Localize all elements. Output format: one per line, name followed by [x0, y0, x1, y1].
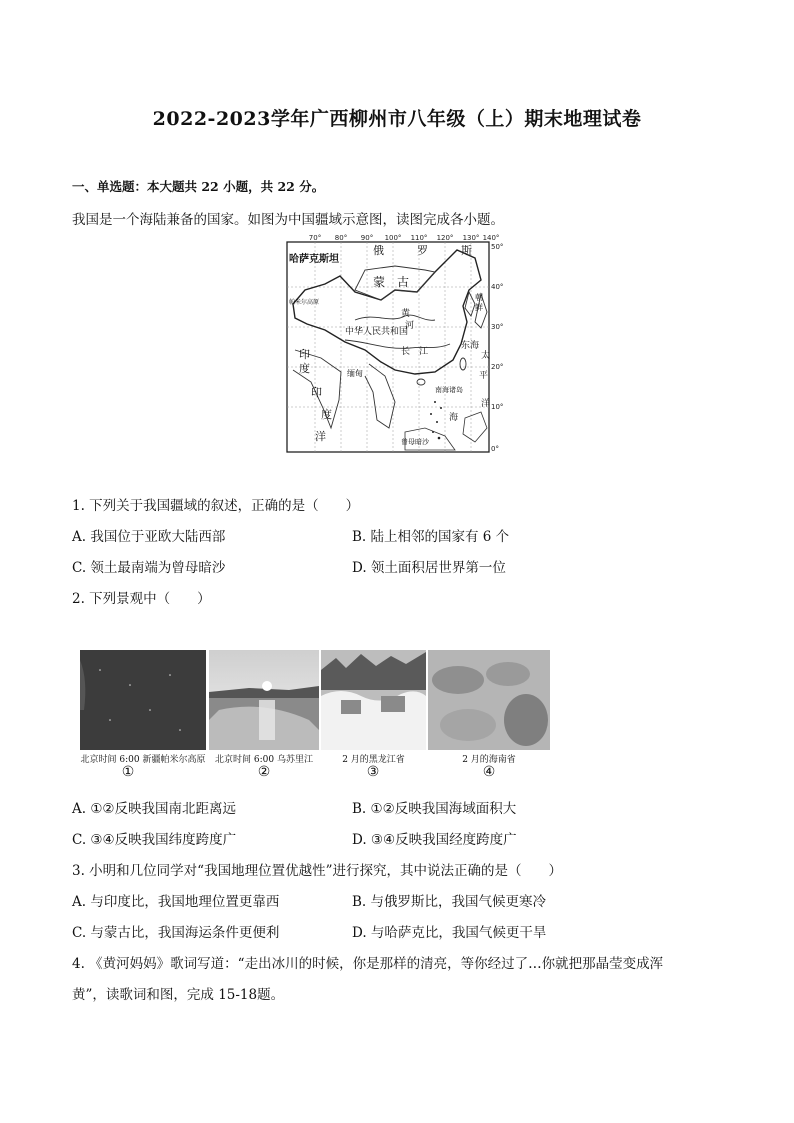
lon-label: 120°	[436, 234, 454, 242]
map-label-south-sea-islands: 南海诸岛	[435, 386, 463, 394]
lat-label: 30°	[491, 323, 503, 331]
china-territory-map	[285, 232, 503, 460]
lat-label: 40°	[491, 283, 503, 291]
q2-option-d[interactable]: D. ③④反映我国经度跨度广	[352, 832, 517, 848]
map-label-korea: 鲜	[475, 303, 483, 312]
map-label-east-sea: 东海	[461, 341, 480, 351]
photo-2-number: ②	[257, 764, 271, 780]
q1-option-c[interactable]: C. 领土最南端为曾母暗沙	[72, 560, 226, 576]
map-label-mongolia: 蒙	[373, 275, 386, 289]
map-label-russia: 斯	[461, 244, 472, 257]
map-label-prc: 中华人民共和国	[345, 327, 409, 337]
lat-label: 50°	[491, 243, 503, 251]
q1-stem: 1. 下列关于我国疆域的叙述，正确的是（ ）	[72, 498, 360, 514]
lon-label: 80°	[334, 234, 348, 242]
map-label-yellow-river: 黄	[401, 309, 411, 319]
map-label-zengmu: 曾母暗沙	[401, 438, 429, 446]
q4-stem-line2: 黄”，读歌词和图，完成 15-18题。	[72, 987, 285, 1003]
photo-3-caption: 2 月的黑龙江省	[342, 755, 405, 765]
photo-4-number: ④	[482, 764, 496, 780]
q4-stem-line1: 4. 《黄河妈妈》歌词写道：“走出冰川的时候，你是那样的清亮，等你经过了…你就把那晶莹变成浑	[72, 956, 664, 972]
map-label-pamir: 帕米尔高原	[289, 299, 320, 306]
photo-4-hainan-plants	[428, 650, 550, 750]
q3-option-d[interactable]: D. 与哈萨克比，我国气候更干旱	[352, 925, 547, 941]
map-label-indian-ocean: 度	[321, 408, 332, 421]
map-label-indian-ocean: 印	[311, 386, 322, 399]
q3-stem: 3. 小明和几位同学对“我国地理位置优越性”进行探究，其中说法正确的是（ ）	[72, 863, 562, 879]
q3-option-b[interactable]: B. 与俄罗斯比，我国气候更寒冷	[352, 894, 547, 910]
map-label-india: 印	[299, 348, 310, 361]
q1-option-b[interactable]: B. 陆上相邻的国家有 6 个	[352, 529, 510, 545]
q1-option-d[interactable]: D. 领土面积居世界第一位	[352, 560, 506, 576]
photo-1-number: ①	[121, 764, 135, 780]
lon-label: 70°	[308, 234, 322, 242]
map-label-kazakhstan: 哈萨克斯坦	[289, 254, 339, 265]
photo-1-pamir-night	[80, 650, 206, 750]
photo-4-caption: 2 月的海南省	[462, 755, 516, 765]
page-title: 2022-2023学年广西柳州市八年级（上）期末地理试卷	[152, 108, 642, 130]
map-label-mongolia: 古	[397, 275, 410, 289]
lon-label: 130°	[462, 234, 480, 242]
lat-label: 0°	[491, 445, 499, 453]
map-label-pacific: 太	[481, 351, 491, 361]
lon-label: 90°	[360, 234, 374, 242]
photo-3-heilongjiang-snow	[321, 650, 426, 750]
map-label-yellow-river: 河	[405, 321, 415, 331]
lon-label: 140°	[482, 234, 500, 242]
q3-option-c[interactable]: C. 与蒙古比，我国海运条件更便利	[72, 925, 280, 941]
q2-stem: 2. 下列景观中（ ）	[72, 591, 211, 607]
intro-text: 我国是一个海陆兼备的国家。如图为中国疆域示意图，读图完成各小题。	[72, 212, 504, 228]
map-label-changjiang: 江	[419, 347, 429, 357]
map-label-russia: 俄	[373, 244, 384, 257]
map-label-myanmar: 缅甸	[347, 369, 363, 378]
q1-option-a[interactable]: A. 我国位于亚欧大陆西部	[72, 529, 226, 545]
q2-option-a[interactable]: A. ①②反映我国南北距离远	[72, 801, 237, 817]
section-heading: 一、单选题：本大题共 22 小题，共 22 分。	[72, 179, 325, 194]
map-label-pacific: 洋	[481, 399, 491, 409]
map-label-indian-ocean: 洋	[315, 430, 326, 443]
photo-1-caption: 北京时间 6:00 新疆帕米尔高原	[80, 755, 206, 765]
lat-label: 10°	[491, 403, 503, 411]
map-label-india: 度	[299, 362, 310, 375]
lon-label: 110°	[410, 234, 428, 242]
map-label-pacific: 平	[479, 371, 489, 381]
map-label-changjiang: 长	[401, 347, 411, 357]
photo-3-number: ③	[366, 764, 380, 780]
map-label-russia: 罗	[417, 244, 428, 257]
map-label-korea: 朝	[475, 293, 483, 302]
map-label-sea: 海	[449, 413, 459, 423]
lat-label: 20°	[491, 363, 503, 371]
lon-label: 100°	[384, 234, 402, 242]
q2-option-b[interactable]: B. ①②反映我国海域面积大	[352, 801, 517, 817]
q2-option-c[interactable]: C. ③④反映我国纬度跨度广	[72, 832, 237, 848]
photo-2-caption: 北京时间 6:00 乌苏里江	[215, 755, 313, 765]
photo-2-wusuli-sunrise	[209, 650, 319, 750]
q3-option-a[interactable]: A. 与印度比，我国地理位置更靠西	[72, 894, 280, 910]
